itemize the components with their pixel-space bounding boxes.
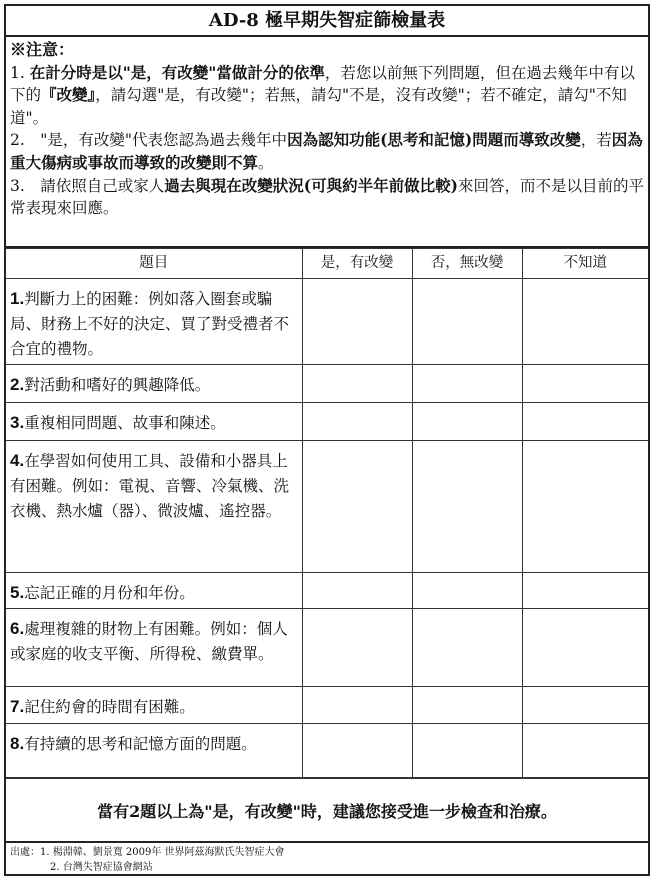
ad8-form bbox=[4, 4, 650, 876]
answer-unknown-cell[interactable] bbox=[522, 687, 648, 724]
answer-no-cell[interactable] bbox=[412, 724, 522, 778]
question-text: 忘記正確的月份和年份。 bbox=[24, 584, 195, 602]
answer-unknown-cell[interactable] bbox=[522, 724, 648, 778]
note-1-number: 1. bbox=[10, 63, 30, 82]
question-text: 有持續的思考和記憶方面的問題。 bbox=[24, 735, 257, 753]
answer-unknown-cell[interactable] bbox=[522, 609, 648, 687]
question-cell bbox=[6, 687, 302, 724]
question-cell bbox=[6, 441, 302, 573]
table-row bbox=[6, 724, 648, 778]
note-3 bbox=[10, 175, 644, 220]
table-row bbox=[6, 687, 648, 724]
table-row bbox=[6, 365, 648, 403]
question-cell bbox=[6, 724, 302, 778]
table-row bbox=[6, 609, 648, 687]
question-cell bbox=[6, 279, 302, 365]
answer-no-cell[interactable] bbox=[412, 403, 522, 441]
source-footer bbox=[6, 843, 648, 877]
answer-unknown-cell[interactable] bbox=[522, 441, 648, 573]
note-2-emphasis-2: 因為重大傷病或事故而導致的改變則不算 bbox=[10, 130, 643, 172]
note-3-text: 3. 請依照自己或家人 bbox=[10, 176, 165, 195]
question-number: 1. bbox=[10, 289, 25, 308]
table-row bbox=[6, 279, 648, 365]
answer-no-cell[interactable] bbox=[412, 365, 522, 403]
note-1-text-2: ，請勾選"是，有改變"；若無，請勾"不是，沒有改變"；若不確定，請勾"不知道"。 bbox=[10, 86, 627, 127]
source-line-2: 2. 台灣失智症協會網站 bbox=[50, 862, 153, 873]
answer-yes-cell[interactable] bbox=[302, 609, 412, 687]
question-text: 判斷力上的困難：例如落入圈套或騙局、財務上不好的決定、買了對受禮者不合宜的禮物。 bbox=[10, 290, 290, 358]
answer-no-cell[interactable] bbox=[412, 687, 522, 724]
note-1 bbox=[10, 62, 644, 130]
answer-yes-cell[interactable] bbox=[302, 365, 412, 403]
header-unknown: 不知道 bbox=[522, 249, 648, 279]
answer-yes-cell[interactable] bbox=[302, 279, 412, 365]
notes-heading: ※注意： bbox=[10, 40, 75, 59]
question-cell bbox=[6, 573, 302, 609]
answer-no-cell[interactable] bbox=[412, 573, 522, 609]
notes-section bbox=[6, 35, 648, 248]
answer-yes-cell[interactable] bbox=[302, 441, 412, 573]
table-header-row bbox=[6, 249, 648, 279]
note-1-text: ，若您以前無下列問題，但在過去幾年中有以下的 bbox=[10, 63, 635, 105]
question-number: 6. bbox=[10, 619, 25, 638]
note-2 bbox=[10, 129, 644, 174]
question-number: 7. bbox=[10, 697, 25, 716]
question-text: 處理複雜的財物上有困難。例如：個人或家庭的收支平衡、所得稅、繳費單。 bbox=[10, 620, 288, 663]
answer-yes-cell[interactable] bbox=[302, 403, 412, 441]
table-row bbox=[6, 441, 648, 573]
answer-unknown-cell[interactable] bbox=[522, 365, 648, 403]
question-text: 在學習如何使用工具、設備和小器具上有困難。例如：電視、音響、冷氣機、洗衣機、熱水爐（器）、微波爐、遙控器。 bbox=[10, 452, 290, 520]
recommendation-text: 當有2題以上為"是，有改變"時，建議您接受進一步檢查和治療。 bbox=[6, 778, 648, 843]
note-2-text-3: 。 bbox=[258, 153, 274, 172]
answer-no-cell[interactable] bbox=[412, 441, 522, 573]
answer-yes-cell[interactable] bbox=[302, 724, 412, 778]
note-2-text: 2. "是，有改變"代表您認為過去幾年中 bbox=[10, 131, 288, 150]
answer-unknown-cell[interactable] bbox=[522, 573, 648, 609]
answer-yes-cell[interactable] bbox=[302, 573, 412, 609]
question-number: 5. bbox=[10, 583, 25, 602]
questionnaire-table bbox=[6, 248, 648, 778]
note-3-text-2: 來回答，而不是以目前的平常表現來回應。 bbox=[10, 176, 644, 218]
header-question: 題目 bbox=[6, 249, 302, 279]
question-text: 對活動和嗜好的興趣降低。 bbox=[24, 376, 211, 394]
question-cell bbox=[6, 403, 302, 441]
answer-no-cell[interactable] bbox=[412, 279, 522, 365]
table-row bbox=[6, 403, 648, 441]
table-row bbox=[6, 573, 648, 609]
note-2-emphasis: 因為認知功能(思考和記憶)問題而導致改變 bbox=[287, 130, 581, 150]
question-number: 3. bbox=[10, 413, 25, 432]
question-cell bbox=[6, 609, 302, 687]
answer-unknown-cell[interactable] bbox=[522, 403, 648, 441]
answer-yes-cell[interactable] bbox=[302, 687, 412, 724]
question-number: 4. bbox=[10, 451, 25, 470]
answer-unknown-cell[interactable] bbox=[522, 279, 648, 365]
form-title: AD-8 極早期失智症篩檢量表 bbox=[6, 6, 648, 37]
header-yes-changed: 是，有改變 bbox=[302, 249, 412, 279]
answer-no-cell[interactable] bbox=[412, 609, 522, 687]
note-2-text-2: ，若 bbox=[580, 131, 612, 150]
source-line-1: 出處：1. 楊淵韓、劉景寬 2009年 世界阿茲海默氏失智症大會 bbox=[10, 847, 285, 858]
note-3-emphasis: 過去與現在改變狀況(可與約半年前做比較) bbox=[164, 175, 458, 195]
question-number: 2. bbox=[10, 375, 25, 394]
note-1-emphasis: 在計分時是以"是，有改變"當做計分的依準 bbox=[29, 62, 325, 82]
question-number: 8. bbox=[10, 734, 25, 753]
header-no-change: 否，無改變 bbox=[412, 249, 522, 279]
question-cell bbox=[6, 365, 302, 403]
question-text: 記住約會的時間有困難。 bbox=[24, 698, 195, 716]
note-1-emphasis-2: 『改變』 bbox=[41, 85, 96, 105]
question-text: 重複相同問題、故事和陳述。 bbox=[24, 414, 226, 432]
